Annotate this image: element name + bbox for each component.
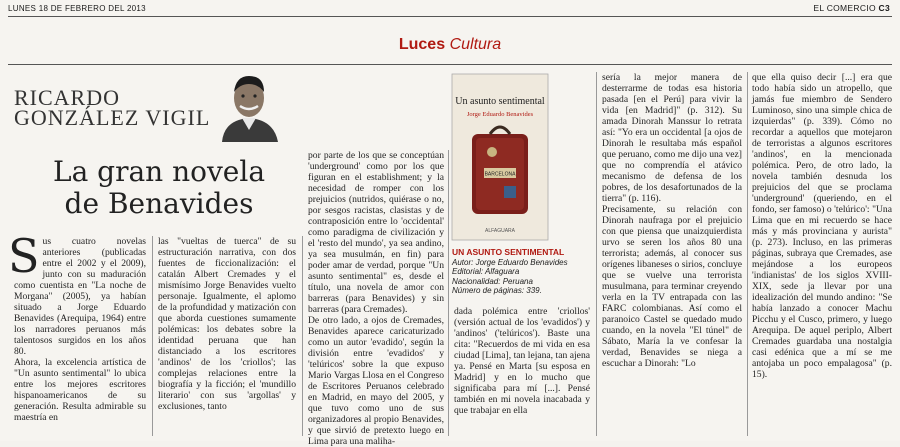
book-caption bbox=[452, 248, 592, 296]
cover-author: Jorge Eduardo Benavides bbox=[466, 111, 534, 118]
publisher-mark: ALFAGUARA bbox=[484, 228, 516, 234]
column-divider bbox=[302, 236, 303, 436]
title-line-2: de Benavides bbox=[64, 187, 254, 220]
header-rule bbox=[8, 16, 892, 17]
article-column-6: que ella quiso decir [...] era que todo había sido un atropello, que jamás fue miembro de Sendero Luminoso, sino una simple chica de izquierdas" (p. 339). Cómo no recordar a aquellos que motejaron de terroristas a algunos escritores 'andinos', en la mencionada polémica. Pero, de otro lado, la novela también desnuda los prejuicios del que se proclama 'underground' (queriendo, en el fondo, ser famoso) o 'telúrico': "Una Lima que en mi recuerdo se hace más y más provinciana y aurista" (p. 273). Incluso, en las primeras páginas, subraya que Cremades, ase mejándose a los europeos 'indianistas' de los siglos XVIII-XIX, sede ja llevar por una idealización del mundo andino: "Se había lanzado a conocer Machu Picchu y el Cusco, primero, y luego Arequipa. De aquel periplo, Albert Cremades guardaba una nostalgia casi edénica que a mí se me antojaba un poco empalagosa" (p. 15). bbox=[752, 72, 892, 380]
author-first-name: RICARDO bbox=[14, 85, 121, 110]
section-title bbox=[0, 36, 900, 54]
article-column-5: sería la mejor manera de desterrarme de todas esa historia pasada [en el Perú] para vivir la vida [en Madrid]" (p. 312). Su amada Dinorah Manssur lo retrata así: "Yo era un occidental [a ojos de Dinorah le resultaba más español que peruano, como me dijo una vez] que no comprendía el atávico mecanismo de defensa de los pobres, de los desafortunados de la tierra" (p. 116). Precisamente, su relación con Dinorah naufraga por el prejuicio con que piensa que unaizquierdista urvo se seren los años 80 una terrorista; además, al conocer sus orígenes libaneses o sirios, concluye que se vuelve una terrorista musulmana, para terminar creyendo verla en la TV entrapada con las FARC colombianas. Así como el paranoico Castel se quedado mudo cuando, en la novela "El túnel" de Sábato, María la ve confesar la verdad, Benavides se niega a escuchar a Dinorah: "Lo bbox=[602, 72, 742, 369]
article-column-4: dada polémica entre 'criollos' (versión actual de los 'evadidos') y 'andinos' ('telúricos'). Baste una cita: "Recuerdos de mi vida en esa ciudad [Lima], tan lejana, tan ajena ya. Pensé en Marta [su esposa en Madrid] y en lo mucho que significaba para mí [...]. Pensé también en mi novela inacabada y que trabajar en ella bbox=[454, 306, 590, 416]
section-rule bbox=[8, 64, 892, 65]
article-column-1 bbox=[8, 229, 146, 436]
author-last-name: GONZÁLEZ VIGIL bbox=[14, 105, 211, 130]
caption-title: UN ASUNTO SENTIMENTAL bbox=[452, 247, 565, 257]
caption-nationality: Nacionalidad: Peruana bbox=[452, 276, 533, 286]
caption-pages: Número de páginas: 339. bbox=[452, 286, 542, 295]
article-column-3: por parte de los que se conceptúan 'underground' como por los que figuran en el establishment; y la necesidad de romper con los prejuicios (nutridos, quiérase o no, por sesgos racistas, clasistas y de contraposición entre lo 'occidental' como paradigma de civilización y el 'resto del mundo', ya sea andino, ya sea musulmán, en fin) para poder amar de verdad, porque "Un asunto sentimental" es, desde el título, una novela de amor con barreras (para Benavides) y sin barreras (para Cremades). De otro lado, a ojos de Cremades, Benavides aparece caricaturizado como un autor 'evadido', según la división entre 'evadidos' y 'telúricos' sobre la que expuso Mario Vargas Llosa en el Congreso de Escritores Peruanos celebrado en Madrid, en mayo del 2005, y que tuvo como uno de sus organizadores al propio Benavides, y que sirvió de pretexto luego en Lima para una maliha- bbox=[308, 150, 444, 447]
author-byline bbox=[14, 85, 214, 130]
section-sub: Cultura bbox=[449, 36, 502, 53]
case-label: BARCELONA bbox=[484, 171, 516, 178]
book-cover-image bbox=[450, 72, 550, 242]
title-line-1: La gran novela bbox=[52, 155, 266, 188]
header-date: LUNES 18 DE FEBRERO DEL 2013 bbox=[8, 4, 146, 13]
header-paper bbox=[813, 3, 890, 13]
column-divider bbox=[747, 72, 748, 436]
paper-name: EL COMERCIO bbox=[813, 3, 876, 13]
caption-publisher: Editorial: Alfaguara bbox=[452, 267, 520, 276]
caption-author: Autor: Jorge Eduardo Benavides bbox=[452, 257, 568, 267]
cover-title: Un asunto sentimental bbox=[455, 96, 545, 107]
column-divider bbox=[448, 150, 449, 436]
page-number: C3 bbox=[878, 3, 890, 13]
column-1-text: us cuatro novelas anteriores (publicadas entre el 2002 y el 2009), junto con su maduración como cuentista en "La noche de Morgana" (2005), ya habían situado a Jorge Eduardo Benavides (Arequipa, 1964) entre los narradores peruanos más talentosos surgidos en los años 80. Ahora, la excelencia artística de "Un asunto sentimental" lo ubica entre los mejores escritores hispanoamericanos de su generación. Resulta admirable su maestría en bbox=[14, 236, 146, 423]
author-photo bbox=[214, 70, 284, 142]
section-name: Luces bbox=[398, 36, 446, 53]
column-divider bbox=[596, 72, 597, 436]
drop-cap: S bbox=[8, 229, 40, 283]
column-divider bbox=[152, 236, 153, 436]
article-title bbox=[14, 156, 304, 220]
article-column-2: las "vueltas de tuerca" de su estructuración narrativa, con dos fuentes de ficcionalización: el catalán Albert Cremades y el mismísimo Jorge Benavides vuelto personaje. Igualmente, el aplomo de la profundidad y matización con que aborda cuestiones sumamente polémicas: los debates sobre la identidad peruana que han distanciado a los escritores 'andinos' de los 'criollos'; las complejas relaciones entre la biografía y la ficción; el 'mundillo literario' con sus 'argollas' y exclusiones, tanto bbox=[158, 236, 296, 412]
